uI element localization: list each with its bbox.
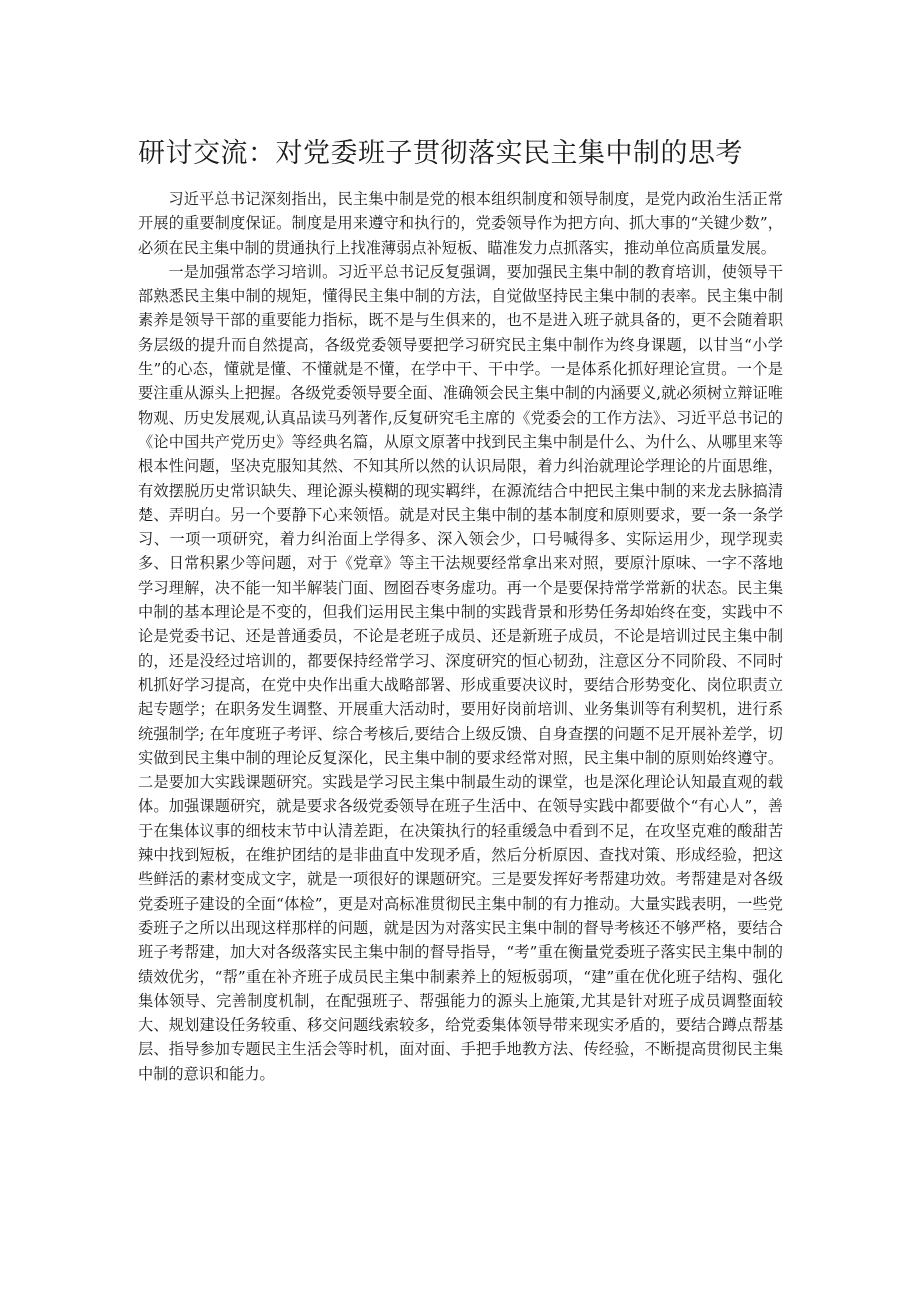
document-title: 研讨交流：对党委班子贯彻落实民主集中制的思考 [138, 138, 743, 169]
intro-paragraph: 习近平总书记深刻指出，民主集中制是党的根本组织制度和领导制度，是党内政治生活正常开展的重要制度保证。制度是用来遵守和执行的，党委领导作为把方向、抓大事的“关键少数”，必须在民主集中制的贯通执行上找准薄弱点补短板、瞄准发力点抓落实，推动单位高质量发展。 [138, 190, 783, 257]
document-body [138, 187, 783, 1086]
main-paragraph: 一是加强常态学习培训。习近平总书记反复强调，要加强民主集中制的教育培训，使领导干部熟悉民主集中制的规矩，懂得民主集中制的方法，自觉做坚持民主集中制的表率。民主集中制素养是领导干部的重要能力指标，既不是与生俱来的，也不是进入班子就具备的，更不会随着职务层级的提升而自然提高，各级党委领导要把学习研究民主集中制作为终身课题，以甘当“小学生”的心态，懂就是懂、不懂就是不懂，在学中干、干中学。一是体系化抓好理论宣贯。一个是要注重从源头上把握。各级党委领导要全面、准确领会民主集中制的内涵要义,就必须树立辩证唯物观、历史发展观,认真品读马列著作,反复研究毛主席的《党委会的工作方法》、习近平总书记的《论中国共产党历史》等经典名篇，从原文原著中找到民主集中制是什么、为什么、从哪里来等根本性问题，坚决克服知其然、不知其所以然的认识局限，着力纠治就理论学理论的片面思维，有效摆脱历史常识缺失、理论源头模糊的现实羁绊，在源流结合中把民主集中制的来龙去脉搞清楚、弄明白。另一个要静下心来领悟。就是对民主集中制的基本制度和原则要求，要一条一条学习、一项一项研究，着力纠治面上学得多、深入领会少，口号喊得多、实际运用少，现学现卖多、日常积累少等问题，对于《党章》等主干法规要经常拿出来对照，要原汁原味、一字不落地学习理解，决不能一知半解装门面、囫囵吞枣务虚功。再一个是要保持常学常新的状态。民主集中制的基本理论是不变的，但我们运用民主集中制的实践背景和形势任务却始终在变，实践中不论是党委书记、还是普通委员，不论是老班子成员、还是新班子成员，不论是培训过民主集中制的，还是没经过培训的，都要保持经常学习、深度研究的恒心韧劲，注意区分不同阶段、不同时机抓好学习提高，在党中央作出重大战略部署、形成重要决议时，要结合形势变化、岗位职责立起专题学；在职务发生调整、开展重大活动时，要用好岗前培训、业务集训等有利契机，进行系统强制学; 在年度班子考评、综合考核后,要结合上级反馈、自身查摆的问题不足开展补差学，切实做到民主集中制的理论反复深化，民主集中制的要求经常对照，民主集中制的原则始终遵守。二是要加大实践课题研究。实践是学习民主集中制最生动的课堂，也是深化理论认知最直观的载体。加强课题研究，就是要求各级党委领导在班子生活中、在领导实践中都要做个“有心人”，善于在集体议事的细枝末节中认清差距，在决策执行的轻重缓急中看到不足，在攻坚克难的酸甜苦辣中找到短板，在维护团结的是非曲直中发现矛盾，然后分析原因、查找对策、形成经验，把这些鲜活的素材变成文字，就是一项很好的课题研究。三是要发挥好考帮建功效。考帮建是对各级党委班子建设的全面“体检”，更是对高标准贯彻民主集中制的有力推动。大量实践表明，一些党委班子之所以出现这样那样的问题，就是因为对落实民主集中制的督导考核还不够严格，要结合班子考帮建，加大对各级落实民主集中制的督导指导，“考”重在衡量党委班子落实民主集中制的绩效优劣，“帮”重在补齐班子成员民主集中制素养上的短板弱项，“建”重在优化班子结构、强化集体领导、完善制度机制，在配强班子、帮强能力的源头上施策,尤其是针对班子成员调整面较大、规划建设任务较重、移交问题线索较多，给党委集体领导带来现实矛盾的，要结合蹲点帮基层、指导参加专题民主生活会等时机，面对面、手把手地教方法、传经验，不断提高贯彻民主集中制的意识和能力。 [138, 262, 783, 1083]
